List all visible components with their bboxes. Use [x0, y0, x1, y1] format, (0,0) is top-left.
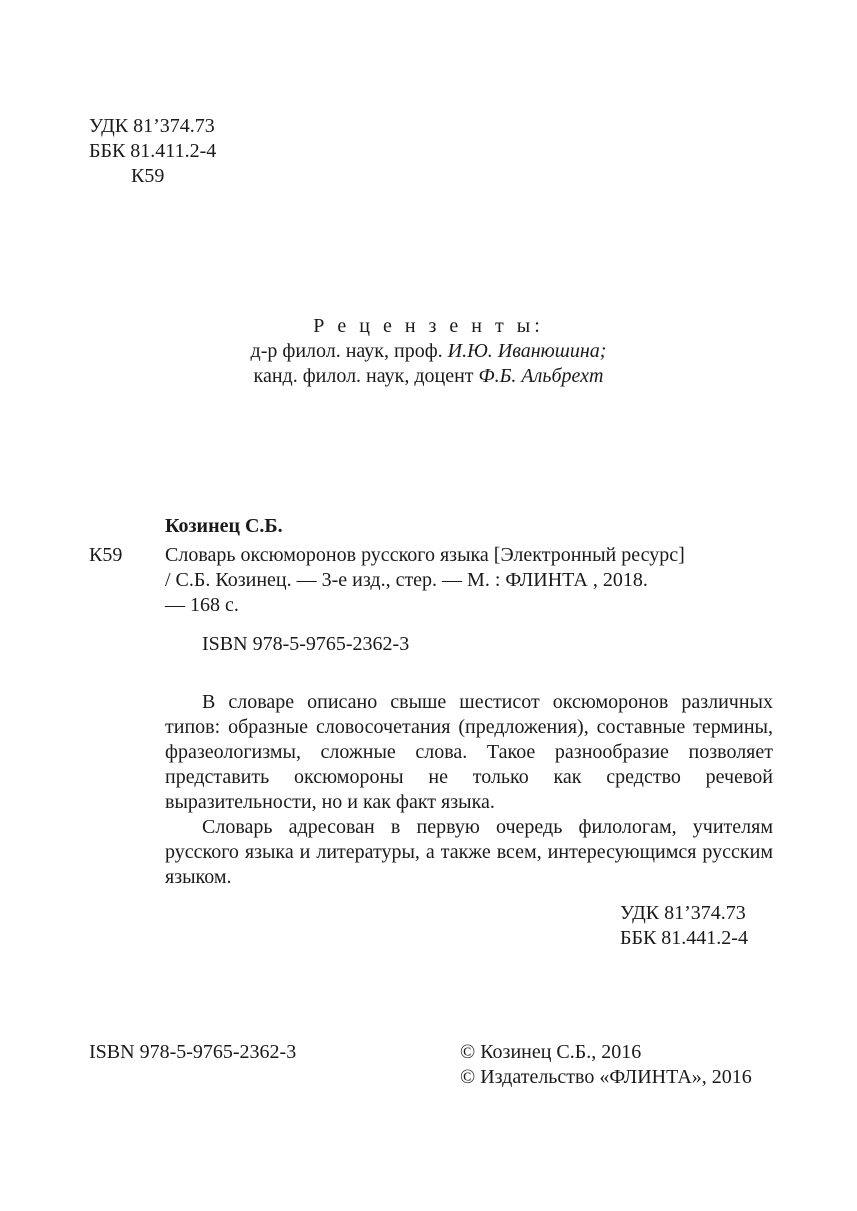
annotation-paragraph: В словаре описано свыше шестисот оксюморонов различных типов: образные словосочетания (предложения), составные термины, фразеологизмы, сложные слова. Такое разнообразие позволяет представить оксюмороны не только как средство речевой выразительности, но и как факт языка.: [165, 691, 773, 813]
udk-code-bottom: УДК 81’374.73: [620, 902, 746, 924]
page-count: — 168 с.: [165, 594, 239, 616]
isbn-footer: ISBN 978-5-9765-2362-3: [89, 1041, 297, 1063]
author-heading: Козинец С.Б.: [165, 515, 283, 537]
udk-code: УДК 81’374.73: [89, 115, 215, 137]
isbn-main: ISBN 978-5-9765-2362-3: [202, 633, 410, 655]
bbk-code-bottom: ББК 81.441.2-4: [620, 927, 748, 949]
bottom-classification: [620, 901, 748, 951]
reviewer-1-name: И.Ю. Иванюшина;: [447, 340, 607, 362]
edition-info: / С.Б. Козинец. — 3-е изд., стер. — М. : ФЛИНТА , 2018.: [165, 569, 648, 591]
classification-block: [89, 114, 216, 189]
bbk-code: ББК 81.411.2-4: [89, 140, 217, 162]
reviewers-block: [0, 314, 857, 389]
reviewer-2-name: Ф.Б. Альбрехт: [478, 365, 604, 387]
reviewer-2-degree: канд. филол. наук, доцент: [253, 365, 479, 387]
bibliographic-description: [165, 543, 685, 618]
reviewer-2: [0, 364, 857, 389]
reviewers-heading: Р е ц е н з е н т ы:: [313, 315, 544, 337]
copyright-publisher: © Издательство «ФЛИНТА», 2016: [460, 1066, 752, 1088]
author-sign: К59: [131, 165, 165, 187]
annotation: [165, 690, 773, 890]
copyright-block: [460, 1040, 752, 1090]
reviewer-1: [0, 339, 857, 364]
bibliographic-code: К59: [89, 544, 123, 566]
annotation-paragraph: Словарь адресован в первую очередь филологам, учителям русского языка и литературы, а также всем, интересующимся русским языком.: [165, 816, 773, 888]
book-title: Словарь оксюморонов русского языка [Электронный ресурс]: [165, 544, 685, 566]
copyright-author: © Козинец С.Б., 2016: [460, 1041, 642, 1063]
reviewer-1-degree: д-р филол. наук, проф.: [250, 340, 448, 362]
